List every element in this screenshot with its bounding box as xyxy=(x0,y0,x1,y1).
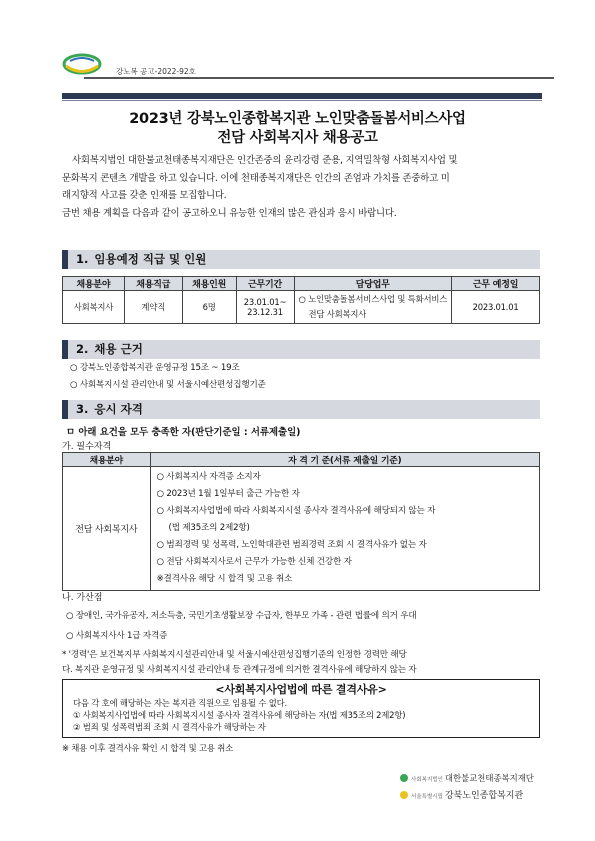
intro-line: 래지향적 사고를 갖춘 인재를 모집합니다. xyxy=(62,190,227,201)
title-bar xyxy=(62,93,542,99)
cell-start-date: 2023.01.01 xyxy=(452,291,540,324)
box-line: ① 사회복지사업법에 따라 사회복지시설 종사자 결격사유에 해당하는 자(법 제35조의 2제2항) xyxy=(73,710,406,720)
column-header: 채용분야 xyxy=(63,453,151,467)
criteria-item: ○ 전담 사회복지사로서 근무가 가능한 신체 건강한 자 xyxy=(156,557,352,567)
disqualification-box xyxy=(62,679,540,738)
page-title-line1: 2023년 강북노인종합복지관 노인맞춤돌봄서비스사업 xyxy=(129,111,466,127)
section-title: 응시 자격 xyxy=(94,402,143,416)
cell-count: 6명 xyxy=(182,291,236,324)
section-number: 2. xyxy=(76,342,89,356)
cell-period xyxy=(236,291,294,324)
intro-line: 금번 채용 계획을 다음과 같이 공고하오니 유능한 인재의 많은 관심과 응시 바랍니다. xyxy=(62,207,397,219)
table-row xyxy=(63,467,540,591)
page-title-line2: 전담 사회복지사 채용공고 xyxy=(217,130,378,146)
intro-paragraph xyxy=(62,152,540,222)
org-name: 대한불교천태종복지재단 xyxy=(444,773,534,783)
table-header-row xyxy=(63,277,540,291)
title-bar-underline xyxy=(62,100,542,101)
org-prefix: 사회복지법인 xyxy=(411,777,443,783)
org-prefix: 서울특별시립 xyxy=(411,794,443,800)
bonus-item: ○ 장애인, 국가유공자, 저소득층, 국민기초생활보장 수급자, 한부모 가족 - 관련 법률에 의거 우대 xyxy=(66,611,417,621)
table-header-row xyxy=(63,453,540,467)
duty-line: ○ 노인맞춤돌봄서비스사업 및 특화서비스 xyxy=(298,294,448,304)
qualification-headline: ㅁ 아래 요건을 모두 충족한 자(판단기준일 : 서류제출일) xyxy=(66,427,301,438)
criteria-item: ○ 사회복지사업법에 따라 사회복지시설 종사자 결격사유에 해당되지 않는 자 xyxy=(156,506,436,516)
center-logo-icon xyxy=(400,791,408,799)
positions-table xyxy=(62,276,540,324)
intro-line: 문화복지 콘텐츠 개발을 하고 있습니다. 이에 천태종복지재단은 인간의 존엄과 가치를 존중하고 미 xyxy=(62,172,450,184)
box-line: ② 범죄 및 성폭력범죄 조회 시 결격사유가 해당하는 자 xyxy=(73,722,266,732)
intro-line: 사회복지법인 대한불교천태종복지재단은 인간존중의 윤리강령 준용, 지역밀착형 사회복지사업 및 xyxy=(72,155,458,166)
section-heading-positions xyxy=(62,250,540,269)
cell-field: 전담 사회복지사 xyxy=(63,467,151,591)
duty-line: 전담 사회복지사 xyxy=(308,309,367,319)
organization-center xyxy=(400,788,523,801)
cell-field: 사회복지사 xyxy=(63,291,125,324)
welfare-center-logo-icon xyxy=(62,53,102,75)
qualifications-table xyxy=(62,452,540,591)
cell-duty xyxy=(294,291,452,324)
org-name: 강북노인종합복지관 xyxy=(444,791,524,801)
section-number: 3. xyxy=(76,402,89,416)
column-header: 채용분야 xyxy=(63,277,125,291)
foundation-logo-icon xyxy=(400,774,408,782)
criteria-item: (법 제35조의 2제2항) xyxy=(168,523,250,533)
section-heading-qualifications xyxy=(62,400,540,419)
criteria-item: ○ 2023년 1월 1일부터 출근 가능한 자 xyxy=(156,489,300,499)
subsection-disqualification: 다. 복지관 운영규정 및 사회복지시설 관리안내 등 관계규정에 의거한 결격사유에 해당하지 않는 자 xyxy=(62,665,417,675)
section-heading-basis xyxy=(62,340,540,359)
column-header: 자 격 기 준(서류 제출일 기준) xyxy=(150,453,539,467)
document-number: 강노복 공고-2022-92호 xyxy=(116,67,196,76)
box-line: 다음 각 호에 해당하는 자는 복지관 직원으로 임용될 수 없다. xyxy=(73,698,287,708)
column-header: 채용인원 xyxy=(182,277,236,291)
table-row xyxy=(63,291,540,324)
footer-note: ※ 채용 이후 결격사유 확인 시 합격 및 고용 취소 xyxy=(62,743,234,753)
box-title: <사회복지사업법에 따른 결격사유> xyxy=(215,683,387,696)
criteria-item: ○ 범죄경력 및 성폭력, 노인학대관련 범죄경력 조회 시 결격사유가 없는 자 xyxy=(156,540,427,550)
bonus-item: ○ 사회복지사사 1급 자격증 xyxy=(66,631,168,641)
criteria-item: ○ 사회복지사 자격증 소지자 xyxy=(156,472,261,482)
period-end: 23.12.31 xyxy=(247,307,283,317)
cell-criteria xyxy=(150,467,539,591)
section-number: 1. xyxy=(76,252,89,266)
column-header: 채용직급 xyxy=(124,277,182,291)
column-header: 담당업무 xyxy=(294,277,452,291)
organization-foundation xyxy=(400,772,534,784)
section-title: 채용 근거 xyxy=(94,342,143,356)
header-rule xyxy=(84,77,554,79)
career-note: * '경력'은 보건복지부 사회복지시설관리안내 및 서울시예산편성집행기준의 인정한 경력만 해당 xyxy=(62,650,407,660)
subsection-required: 가. 필수자격 xyxy=(62,442,112,452)
period-start: 23.01.01~ xyxy=(243,297,287,307)
subsection-bonus: 나. 가산점 xyxy=(62,593,103,603)
criteria-note: ※결격사유 해당 시 합격 및 고용 취소 xyxy=(156,574,293,584)
column-header: 근무 예정일 xyxy=(452,277,540,291)
cell-rank: 계약직 xyxy=(124,291,182,324)
column-header: 근무기간 xyxy=(236,277,294,291)
basis-item: ○ 사회복지시설 관리안내 및 서울시예산편성집행기준 xyxy=(70,380,266,390)
basis-item: ○ 강북노인종합복지관 운영규정 15조 ~ 19조 xyxy=(70,363,240,373)
section-title: 임용예정 직급 및 인원 xyxy=(94,252,207,266)
